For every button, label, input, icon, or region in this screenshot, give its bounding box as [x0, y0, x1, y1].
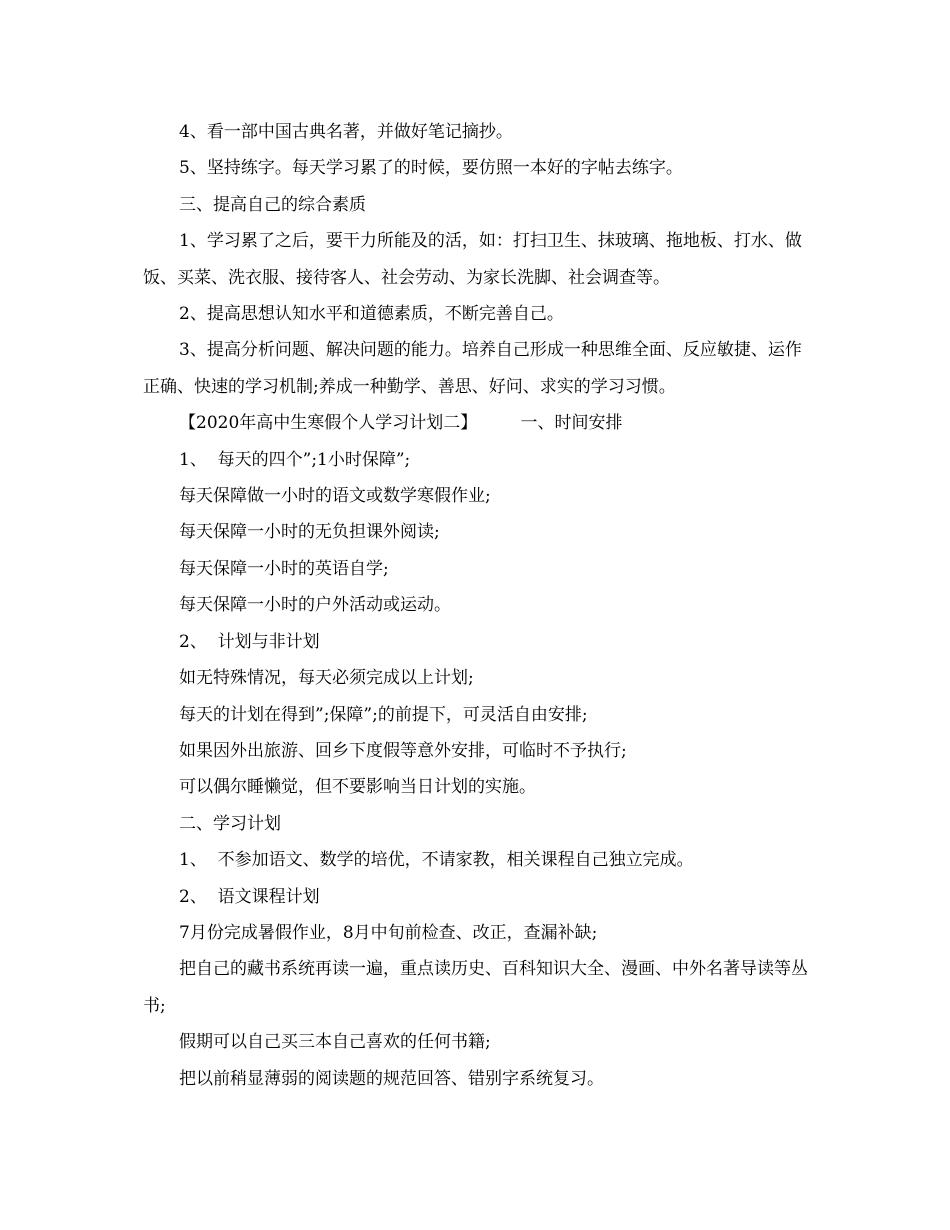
section-heading-quality: 三、提高自己的综合素质: [179, 194, 366, 215]
study-item-1: 1、 不参加语文、数学的培优，不请家教，相关课程自己独立完成。: [179, 850, 694, 871]
list-item: 7月份完成暑假作业，8月中旬前检查、改正，查漏补缺;: [179, 922, 598, 943]
document-body: [143, 114, 808, 1097]
study-item-2: 2、 语文课程计划: [179, 886, 320, 907]
list-item: 每天的计划在得到”;保障”;的前提下，可灵活自由安排;: [179, 704, 588, 725]
section-heading-study-plan: 二、学习计划: [179, 813, 281, 834]
paragraph-item-4-classics: 4、看一部中国古典名著，并做好笔记摘抄。: [179, 122, 513, 142]
paragraph-moral: 2、提高思想认知水平和道德素质，不断完善自己。: [179, 304, 564, 325]
list-item: 如无特殊情况，每天必须完成以上计划;: [179, 668, 474, 689]
list-item: 假期可以自己买三本自己喜欢的任何书籍;: [179, 1032, 491, 1053]
list-item: 可以偶尔睡懒觉，但不要影响当日计划的实施。: [179, 777, 536, 798]
plan-two-heading: 【2020年高中生寒假个人学习计划二】 一、时间安排: [179, 413, 623, 434]
time-item-2: 2、 计划与非计划: [179, 631, 320, 652]
list-item: 每天保障做一小时的语文或数学寒假作业;: [179, 486, 491, 507]
list-item: 每天保障一小时的户外活动或运动。: [179, 595, 451, 616]
time-item-1: 1、 每天的四个”;1小时保障”;: [179, 449, 411, 470]
list-item: 每天保障一小时的英语自学;: [179, 558, 389, 579]
list-item: 把自己的藏书系统再读一遍，重点读历史、百科知识大全、漫画、中外名著导读等丛书;: [143, 959, 808, 1016]
paragraph-analysis: 3、提高分析问题、解决问题的能力。培养自己形成一种思维全面、反应敏捷、运作正确、快速的学习机制;养成一种勤学、善思、好问、求实的学习习惯。: [143, 340, 802, 397]
list-item: 每天保障一小时的无负担课外阅读;: [179, 522, 440, 543]
list-item: 把以前稍显薄弱的阅读题的规范回答、错别字系统复习。: [179, 1068, 604, 1089]
list-item: 如果因外出旅游、回乡下度假等意外安排，可临时不予执行;: [179, 740, 627, 761]
paragraph-chores: 1、学习累了之后，要干力所能及的活，如：打扫卫生、抹玻璃、拖地板、打水、做饭、买菜、洗衣服、接待客人、社会劳动、为家长洗脚、社会调查等。: [143, 231, 802, 288]
paragraph-item-5-calligraphy: 5、坚持练字。每天学习累了的时候，要仿照一本好的字帖去练字。: [179, 158, 683, 179]
